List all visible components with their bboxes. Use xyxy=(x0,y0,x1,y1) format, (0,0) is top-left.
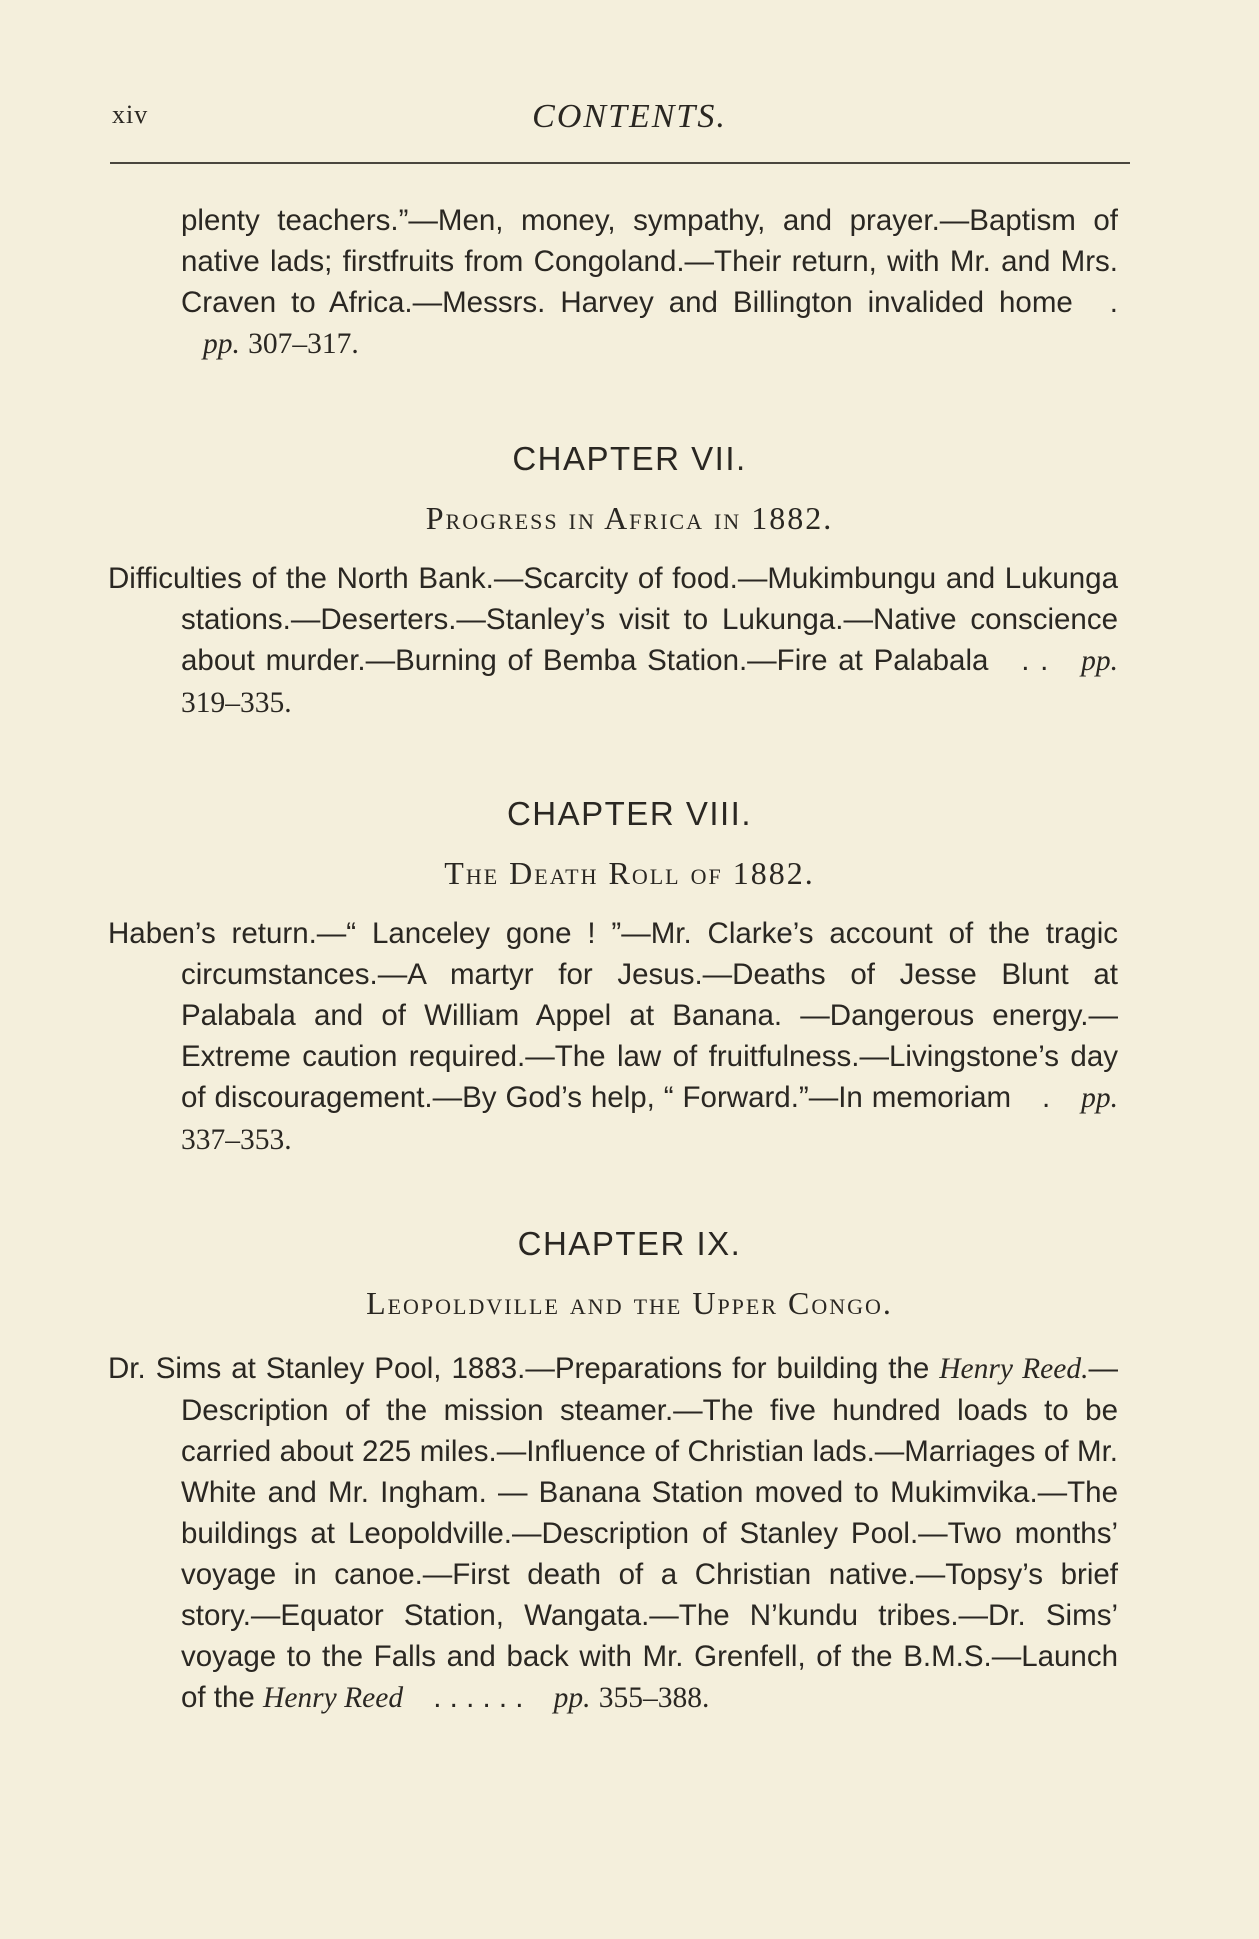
summary-text: Difficulties of the North Bank.—Scarcity of food.—Mukimbungu and Lukunga stations.—Deserters.—Stanley’s visit to Lukunga.—Native conscience about murder.—Burning of Bemba Station.—Fire at Palabala xyxy=(108,562,1118,677)
leader-dots: . xyxy=(1042,1081,1051,1114)
summary-text: Dr. Sims at Stanley Pool, 1883.—Preparations for building the xyxy=(108,1352,930,1385)
leader-dots: . . xyxy=(1021,644,1049,677)
header-rule xyxy=(110,162,1130,164)
summary-text: Haben’s return.—“ Lanceley gone ! ”—Mr. Clarke’s account of the tragic circumstances.—A martyr for Jesus.—Deaths of Jesse Blunt at Palabala and of William Appel at Banana. —Dangerous energy.—Extreme caution required.—The law of fruitfulness.—Livingstone’s day of discouragement.—By God’s help, “ Forward.”—In memoriam xyxy=(108,917,1118,1114)
chapter-heading: CHAPTER VII. xyxy=(512,440,747,477)
pp-label: pp. xyxy=(203,328,240,360)
leader-dots: . . . . . . xyxy=(433,1681,524,1714)
page-range: 307–317. xyxy=(248,328,359,360)
chapter-subtitle: Progress in Africa in 1882. xyxy=(425,500,834,536)
page-range: 319–335. xyxy=(181,687,292,719)
pp-label: pp. xyxy=(1081,1082,1118,1114)
chapter-heading: CHAPTER IX. xyxy=(517,1225,742,1262)
summary-italic: Henry Reed. xyxy=(939,1353,1089,1385)
page-number: xiv xyxy=(112,100,149,129)
continuation-entry xyxy=(108,200,1118,365)
summary-italic: Henry Reed xyxy=(263,1682,404,1714)
chapter-summary xyxy=(108,913,1118,1161)
page-range: 355–388. xyxy=(598,1682,710,1714)
chapter-heading: CHAPTER VIII. xyxy=(506,795,753,832)
page-range: 337–353. xyxy=(181,1124,292,1156)
continuation-text: plenty teachers.”—Men, money, sympathy, and prayer.—Baptism of native lads; firstfruits from Congoland.—Their return, with Mr. and Mrs. Craven to Africa.—Messrs. Harvey and Billington invalided home xyxy=(181,204,1118,319)
chapter-summary xyxy=(108,558,1118,724)
leader-dots: . xyxy=(1109,286,1118,319)
chapter-summary xyxy=(108,1348,1118,1719)
pp-label: pp. xyxy=(553,1682,591,1714)
pp-label: pp. xyxy=(1081,645,1118,677)
summary-text: —Description of the mission steamer.—The five hundred loads to be carried about 225 miles.—Influence of Christian lads.—Marriages of Mr. White and Mr. Ingham. — Banana Station moved to Mukimvika.—The buildings at Leopoldville.—Description of Stanley Pool.—Two months’ voyage in canoe.—First death of a Christian native.—Topsy’s brief story.—Equator Station, Wangata.—The N’kundu tribes.—Dr. Sims’ voyage to the Falls and back with Mr. Grenfell, of the B.M.S.—Launch of the xyxy=(181,1352,1118,1714)
running-head: CONTENTS. xyxy=(532,98,727,135)
chapter-subtitle: The Death Roll of 1882. xyxy=(444,855,815,891)
chapter-subtitle: Leopoldville and the Upper Congo. xyxy=(366,1285,893,1321)
